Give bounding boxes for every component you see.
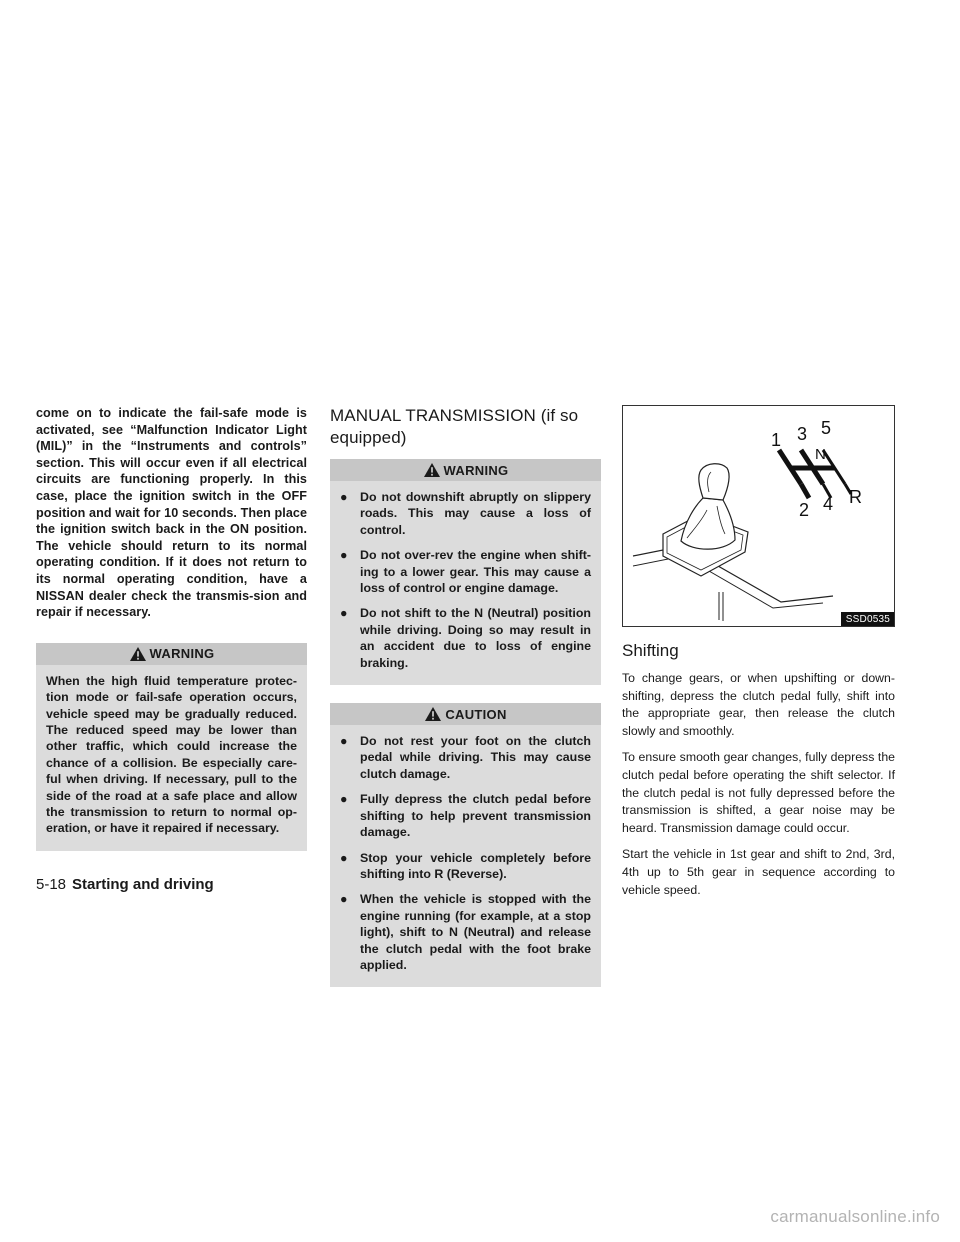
bullet-icon: ●	[340, 606, 348, 621]
caution-triangle-icon	[424, 706, 442, 722]
subsection-heading: Shifting	[622, 641, 679, 660]
gear-label-2: 2	[799, 500, 810, 520]
list-item: ● Do not rest your foot on the clutch pedal while driving. This may cause clutch damage.	[340, 734, 591, 781]
bullet-icon: ●	[340, 792, 348, 807]
list-item: ● Fully depress the clutch pedal before shifting to help prevent transmission damage.	[340, 792, 591, 840]
gear-label-3: 3	[797, 424, 808, 444]
paragraph: To ensure smooth gear changes, fully depress the clutch pedal before operating the shift selector. If the clutch pedal is not fully depressed before the transmission is shifted, a gear noise may be heard. Transmission damage could occur.	[622, 750, 895, 835]
figure-code: SSD0535	[841, 612, 894, 626]
bullet-icon: ●	[340, 892, 348, 907]
gear-shift-illustration	[623, 406, 894, 626]
warning-title: WARNING	[443, 462, 509, 478]
list-item: ● Do not shift to the N (Neutral) position while driving. Doing so may result in an accident due to loss of engine braking.	[340, 606, 591, 670]
column-middle	[330, 405, 601, 987]
section-heading: MANUAL TRANSMISSION (if so equipped)	[330, 406, 579, 447]
warning-triangle-icon	[423, 462, 441, 478]
caution-title: CAUTION	[445, 706, 507, 722]
section-name: Starting and driving	[72, 876, 214, 893]
warning-box	[36, 643, 307, 851]
warning-box	[330, 459, 601, 685]
intro-paragraph: come on to indicate the fail-safe mode is activated, see “Malfunction Indicator Light (MIL)” in the “Instruments and controls” section. This will occur even if all electrical circuits are functioning properly. In this case, place the ignition switch in the OFF position and wait for 10 seconds. Then place the ignition switch back in the ON position. The vehicle should return to its normal operating condition. If it does not return to its normal operating condition, have a NISSAN dealer check the transmis-sion and repair if necessary.	[36, 406, 307, 620]
bullet-icon: ●	[340, 850, 348, 865]
gear-label-r: R	[849, 487, 862, 507]
warning-triangle-icon	[129, 646, 147, 662]
page-footer	[36, 876, 214, 893]
list-item: ● Stop your vehicle completely before shifting into R (Reverse).	[340, 850, 591, 881]
list-item: ● Do not downshift abruptly on slippery roads. This may cause a loss of control.	[340, 490, 591, 537]
list-item: ● Do not over-rev the engine when shift-ing to a lower gear. This may cause a loss of control or engine damage.	[340, 548, 591, 596]
warning-text: When the high fluid temperature protec-tion mode or fail-safe operation occurs, vehicle speed may be gradually reduced. The reduced speed may be lower than other traffic, which could increase the chance of a collision. Be especially care-ful when driving. If necessary, pull to the side of the road at a safe place and allow the transmission to return to normal op-eration, or have it repaired if necessary.	[46, 673, 297, 836]
warning-header	[36, 643, 307, 665]
page-number: 5-18	[36, 876, 67, 893]
caution-header	[330, 703, 601, 725]
warning-list	[340, 489, 591, 671]
paragraph: To change gears, or when upshifting or down-shifting, depress the clutch pedal fully, shift into the appropriate gear, then release the clutch slowly and smoothly.	[622, 671, 895, 738]
caution-box	[330, 703, 601, 987]
column-left	[36, 405, 307, 851]
gear-label-1: 1	[771, 430, 782, 450]
gear-label-n: N	[815, 446, 826, 463]
gear-label-5: 5	[821, 418, 832, 438]
warning-title: WARNING	[149, 646, 215, 662]
bullet-icon: ●	[340, 548, 348, 563]
gear-label-4: 4	[823, 494, 834, 514]
bullet-icon: ●	[340, 734, 348, 749]
paragraph: Start the vehicle in 1st gear and shift to 2nd, 3rd, 4th up to 5th gear in sequence according to vehicle speed.	[622, 847, 895, 897]
column-right	[622, 405, 895, 908]
caution-list	[340, 733, 591, 973]
warning-header	[330, 459, 601, 481]
gear-shift-figure	[622, 405, 895, 627]
list-item: ● When the vehicle is stopped with the engine running (for example, at a stop light), shift to N (Neutral) and release the clutch pedal with the foot brake applied.	[340, 892, 591, 972]
bullet-icon: ●	[340, 490, 348, 504]
watermark-text[interactable]: carmanualsonline.info	[770, 1207, 940, 1226]
